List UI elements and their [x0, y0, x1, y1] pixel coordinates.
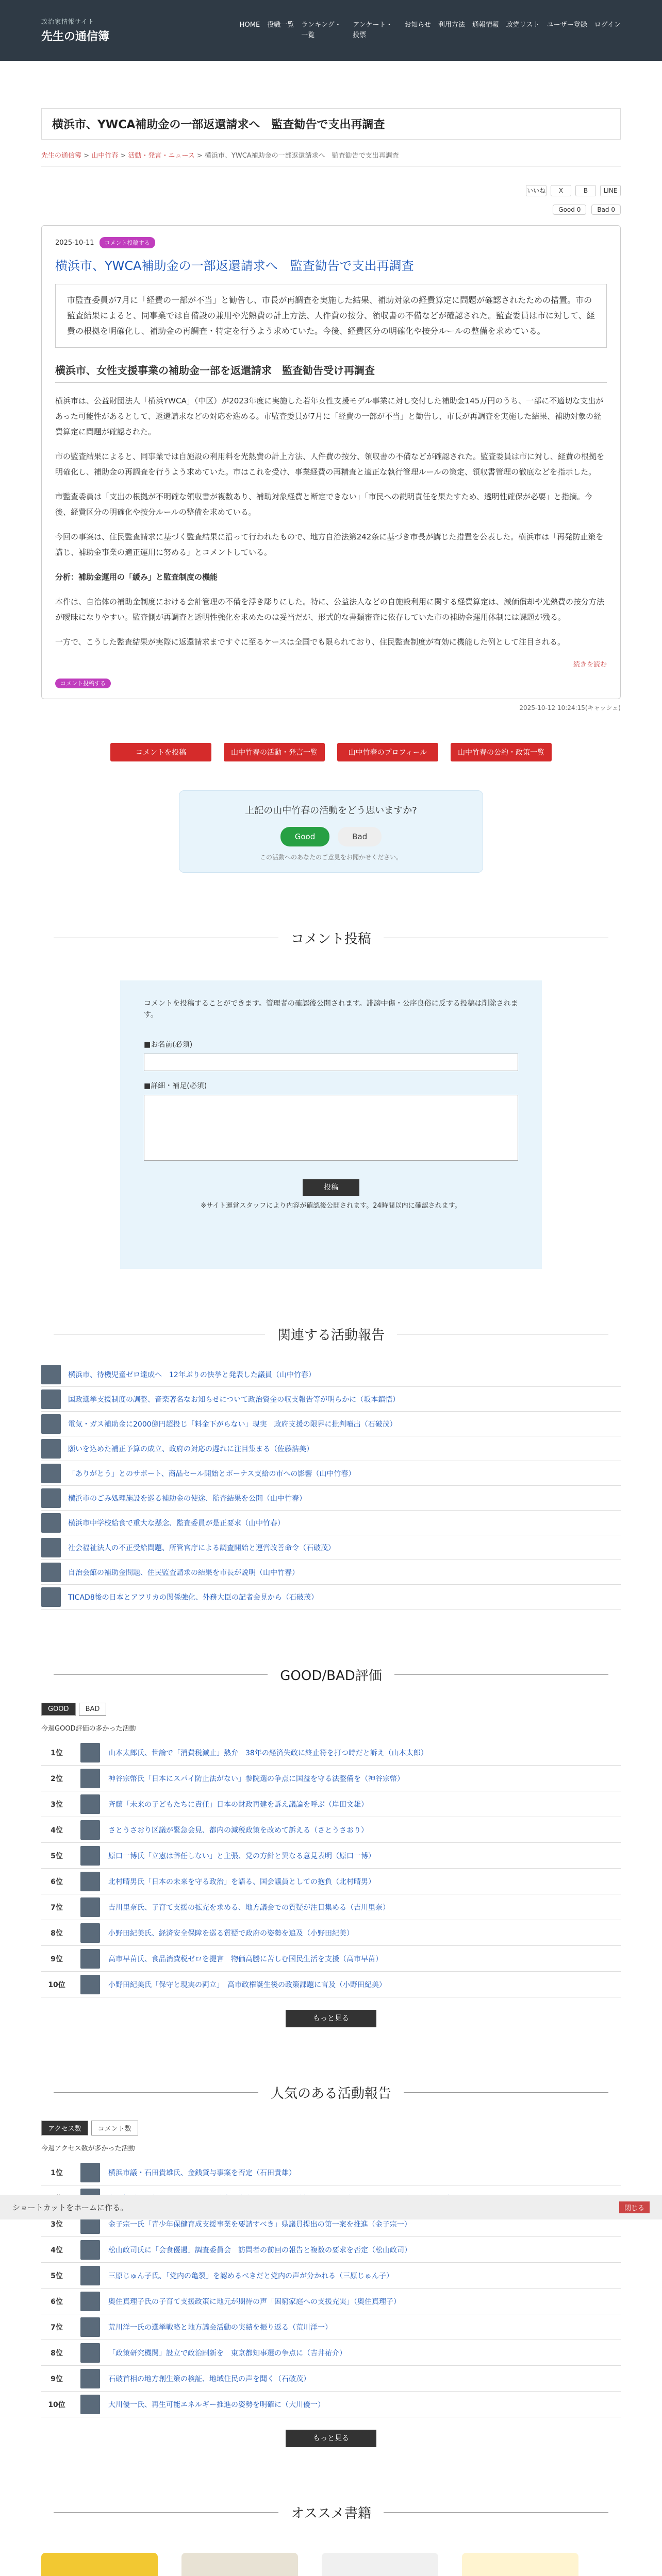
table-row[interactable] [41, 2314, 621, 2340]
rank-label: 4位 [51, 2246, 63, 2255]
avatar [80, 1846, 100, 1866]
book-cover[interactable] [181, 2553, 298, 2576]
book-list [41, 2553, 621, 2576]
table-row[interactable] [41, 2366, 621, 2392]
rank-link[interactable]: 石破首相の地方創生策の検証、地域住民の声を聞く（石破茂） [108, 2375, 310, 2383]
shortcut-banner [0, 2195, 662, 2219]
avatar [80, 1743, 100, 1762]
rank-label: 1位 [51, 1749, 63, 1757]
nav-register[interactable]: ユーザー登録 [547, 21, 587, 29]
nav-ranking[interactable]: ランキング・一覧 [301, 21, 341, 39]
goodbad-note: 今週GOOD評価の多かった活動 [41, 1725, 136, 1733]
nav-login[interactable]: ログイン [594, 21, 621, 29]
rank-link[interactable]: 吉川里奈氏、子育て支援の拡充を求める、地方議会での質疑が注目集める（吉川里奈） [108, 1903, 390, 1912]
rank-link[interactable]: 三原じゅん子氏、「党内の亀裂」を認めるべきだと党内の声が分かれる（三原じゅん子） [108, 2272, 393, 2280]
book-cover[interactable] [41, 2553, 158, 2576]
table-row[interactable] [41, 2340, 621, 2366]
list-item[interactable]: 国政選挙支援制度の調整、音楽著名なお知らせについて政治資金の収支報告等が明らかに（坂本鎮悟） [41, 1387, 621, 1412]
page-title: 横浜市、YWCA補助金の一部返還請求へ 監査勧告で支出再調査 [41, 108, 621, 140]
bad-count[interactable]: Bad 0 [591, 205, 621, 215]
rank-label: 10位 [48, 2400, 65, 2409]
nav-survey[interactable]: アンケート・投票 [353, 21, 393, 39]
vote-box [179, 790, 483, 873]
share-line-button[interactable]: LINE [600, 185, 621, 196]
list-item[interactable]: 横浜市中学校給食で重大な懸念、監査委員が是正要求（山中竹春） [41, 1511, 621, 1535]
bad-button[interactable]: Bad [338, 827, 382, 846]
rank-link[interactable]: 神谷宗幣氏「日本にスパイ防止法がない」参院選の争点に国益を守る法整備を（神谷宗幣） [108, 1774, 404, 1783]
body-label: ■詳細・補足(必須) [144, 1082, 207, 1090]
related-list [41, 1362, 621, 1609]
shortcut-text: ショートカットをホームに作る。 [12, 2202, 128, 2212]
share-hatena-button[interactable]: B [575, 185, 596, 196]
avatar [80, 2395, 100, 2414]
table-row[interactable] [41, 1894, 621, 1920]
nav-howto[interactable]: 利用方法 [438, 21, 465, 29]
nav-news[interactable]: お知らせ [404, 21, 431, 29]
tab-access[interactable]: アクセス数 [41, 2121, 88, 2136]
list-item[interactable]: 自治会館の補助金問題、住民監査請求の結果を市長が説明（山中竹春） [41, 1560, 621, 1585]
comment-tag-bottom[interactable]: コメント投稿する [55, 679, 111, 688]
popular-heading: 人気のある活動報告 [41, 2083, 621, 2102]
activity-list-button[interactable]: 山中竹春の活動・発言一覧 [224, 743, 325, 761]
avatar [80, 1794, 100, 1814]
site-logo[interactable] [41, 17, 150, 44]
table-row[interactable] [41, 2160, 621, 2185]
table-row[interactable] [41, 2237, 621, 2263]
avatar [80, 2292, 100, 2311]
article-date: 2025-10-11 [55, 239, 94, 247]
rank-label: 5位 [51, 1852, 63, 1860]
vote-question: 上記の山中竹春の活動をどう思いますか? [245, 805, 417, 816]
rank-link[interactable]: 奥住真理子氏の子育て支援政策に地元が期待の声「困窮家庭への支援充実」（奥住真理子） [108, 2297, 401, 2306]
table-row[interactable] [41, 2289, 621, 2314]
list-item[interactable]: TICAD8後の日本とアフリカの関係強化、外務大臣の記者会見から（石破茂） [41, 1585, 621, 1609]
rank-link[interactable]: 横浜市議・石田貴雄氏、金銭貸与事案を否定（石田貴雄） [108, 2168, 296, 2177]
avatar [41, 1513, 61, 1533]
rank-link[interactable]: 荒川洋一氏の選挙戦略と地方議会活動の実績を振り返る（荒川洋一） [108, 2323, 332, 2332]
analysis-title: 分析：補助金運用の「緩み」と監査制度の機能 [55, 572, 218, 582]
rank-link[interactable]: 「政策研究機関」設立で政治刷新を 東京都知事選の争点に（吉井祐介） [108, 2349, 346, 2358]
comment-note: ※サイト運営スタッフにより内容が確認後公開されます。24時間以内に確認されます。 [201, 1202, 461, 1210]
action-buttons [41, 743, 621, 761]
rank-label: 9位 [51, 2375, 63, 2383]
logo-title: 先生の通信簿 [41, 30, 110, 43]
table-row[interactable] [41, 1946, 621, 1972]
rank-label: 8位 [51, 2349, 63, 2358]
rank-label: 3位 [51, 2220, 63, 2229]
rank-link[interactable]: 山本太郎氏、世論で「消費税減止」熱弁 38年の経済失政に終止符を打つ時だと訴え（山本太郎） [108, 1749, 428, 1757]
goodbad-list [0, 1740, 662, 1997]
rank-label: 7位 [51, 2323, 63, 2332]
rank-label: 6位 [51, 2297, 63, 2306]
article-title: 横浜市、YWCA補助金の一部返還請求へ 監査勧告で支出再調査 [55, 259, 414, 273]
article-heading: 横浜市、女性支援事業の補助金一部を返還請求 監査勧告受け再調査 [55, 362, 607, 383]
avatar [80, 2343, 100, 2363]
rank-label: 5位 [51, 2272, 63, 2280]
table-row[interactable] [41, 1740, 621, 1766]
closing-paragraph: 一方で、こうした監査結果が実際に返還請求まですぐに至るケースは全国でも限られており、住民監査制度が有効に機能した例として注目される。 [55, 637, 565, 647]
crumb-current: 横浜市、YWCA補助金の一部返還請求へ 監査勧告で支出再調査 [204, 152, 399, 160]
rank-label: 10位 [48, 1980, 65, 1989]
comment-tag[interactable]: コメント投稿する [100, 237, 155, 248]
tab-comments[interactable]: コメント数 [91, 2121, 138, 2136]
avatar [80, 2317, 100, 2337]
rank-label: 3位 [51, 1800, 63, 1809]
popular-note: 今週アクセス数が多かった活動 [41, 2145, 135, 2153]
crumb-politician[interactable]: 山中竹春 [91, 152, 119, 160]
avatar [80, 1820, 100, 1840]
avatar [41, 1488, 61, 1508]
crumb-activities[interactable]: 活動・発言・ニュース [128, 152, 195, 160]
list-item[interactable]: 電気・ガス補助金に2000億円超投じ「料金下がらない」現実 政府支援の限界に批判噴出（石破茂） [41, 1412, 621, 1436]
avatar [80, 2266, 100, 2285]
table-row[interactable] [41, 1972, 621, 1997]
avatar [41, 1414, 61, 1434]
rank-link[interactable]: 小野田紀美氏「保守と現実の両立」 高市政権誕生後の政策課題に言及（小野田紀美） [108, 1980, 386, 1989]
rank-label: 2位 [51, 1774, 63, 1783]
read-more-link[interactable]: 続きを読む [573, 661, 607, 669]
avatar [80, 1923, 100, 1943]
books-heading: オススメ書籍 [41, 2503, 621, 2522]
rank-link[interactable]: 北村晴男氏「日本の未来を守る政治」を語る、国会議員としての抱負（北村晴男） [108, 1877, 375, 1886]
rank-label: 1位 [51, 2168, 63, 2177]
avatar [80, 2369, 100, 2388]
rank-link[interactable]: 小野田紀美氏、経済安全保障を巡る質疑で政府の姿勢を追及（小野田紀美） [108, 1929, 354, 1938]
name-label: ■お名前(必須) [144, 1041, 193, 1049]
rank-link[interactable]: 金子宗一氏「青少年保健育成支援事業を要請すべき」県議員提出の第一案を推進（金子宗一） [108, 2220, 411, 2229]
rank-link[interactable]: 高市早苗氏、食品消費税ゼロを提言 物価高騰に苦しむ国民生活を支援（高市早苗） [108, 1955, 383, 1963]
avatar [41, 1587, 61, 1607]
rank-link[interactable]: さとうさおり区議が緊急会見、都内の減税政策を改めて訴える（さとうさおり） [108, 1826, 368, 1835]
avatar [80, 1897, 100, 1917]
rank-label: 6位 [51, 1877, 63, 1886]
main-nav [240, 20, 621, 41]
list-item[interactable]: 横浜市、待機児童ゼロ達成へ 12年ぶりの快挙と発表した議員（山中竹春） [41, 1362, 621, 1387]
book-cover[interactable] [462, 2553, 578, 2576]
comment-intro: コメントを投稿することができます。管理者の確認後公開されます。誹謗中傷・公序良俗に反する投稿は削除されます。 [144, 999, 518, 1019]
crumb-home[interactable]: 先生の通信簿 [41, 152, 82, 160]
book-cover[interactable] [322, 2553, 438, 2576]
goodbad-tabs [41, 1703, 621, 1716]
avatar [41, 1389, 61, 1409]
post-comment-button[interactable]: コメントを投稿 [110, 743, 211, 761]
good-button[interactable]: Good [280, 827, 330, 846]
more-button-popular[interactable]: もっと見る [286, 2430, 376, 2447]
article-paragraph: 市監査委員は「支出の根拠が不明確な領収書が複数あり、補助対象経費と断定できない」「市民への説明責任を果たすため、透明性確保が必要」と指摘。今後、経費区分の明確化や按分ルールの整備を求めている。 [55, 492, 592, 517]
table-row[interactable] [41, 1791, 621, 1817]
related-heading: 関連する活動報告 [41, 1325, 621, 1344]
list-item[interactable]: 願いを込めた補正予算の成立、政府の対応の遅れに注目集まる（佐藤浩美） [41, 1436, 621, 1461]
rank-label: 7位 [51, 1903, 63, 1912]
vote-note: この活動へのあなたのご意見をお聞かせください。 [259, 854, 402, 861]
submit-button[interactable]: 投稿 [303, 1179, 359, 1196]
tab-good[interactable]: GOOD [41, 1703, 76, 1716]
pledges-button[interactable]: 山中竹春の公約・政策一覧 [451, 743, 552, 761]
avatar [41, 1563, 61, 1582]
table-row[interactable] [41, 1817, 621, 1843]
cache-timestamp: 2025-10-12 10:24:15(キャッシュ) [519, 704, 621, 711]
avatar [41, 1365, 61, 1384]
name-input[interactable] [144, 1054, 518, 1071]
close-button[interactable]: 閉じる [619, 2201, 650, 2213]
tab-bad[interactable]: BAD [79, 1703, 107, 1716]
rank-label: 9位 [51, 1955, 63, 1963]
share-buttons [41, 185, 621, 196]
rank-link[interactable]: 大川優一氏、再生可能エネルギー推進の姿勢を明確に（大川優一） [108, 2400, 325, 2409]
table-row[interactable] [41, 1766, 621, 1791]
avatar [80, 1949, 100, 1969]
avatar [80, 1872, 100, 1891]
popular-tabs [41, 2121, 621, 2136]
breadcrumb: 先生の通信簿 > 山中竹春 > 活動・発言・ニュース > 横浜市、YWCA補助金の一部返還請求へ 監査勧告で支出再調査 [41, 150, 621, 166]
table-row[interactable] [41, 2263, 621, 2289]
avatar [80, 2240, 100, 2260]
article-paragraph: 市の監査結果によると、同事業では自施設の利用料を光熱費の計上方法、人件費の按分、領収書の不備などが確認された。監査委員は市に対し、経費の根拠を明確化し、補助金の再調査を行うよう求めていた。市はこれを受け、事業経費の再精査と適正な執行管理ルールの策定、領収書管理の徹底などを指示した。 [55, 452, 605, 477]
comment-section-heading: コメント投稿 [41, 928, 621, 947]
more-button[interactable]: もっと見る [286, 2010, 376, 2027]
vote-counts [41, 205, 621, 215]
avatar [80, 1769, 100, 1788]
avatar [80, 1975, 100, 1994]
rank-label: 8位 [51, 1929, 63, 1938]
list-item[interactable]: 横浜市のごみ処理施設を巡る補助金の使途、監査結果を公開（山中竹春） [41, 1486, 621, 1511]
logo-subtitle: 政治家情報サイト [41, 18, 95, 25]
analysis-body: 本件は、自治体の補助金制度における会計管理の不備を浮き彫りにした。特に、公益法人などの自施設利用に関する経費算定は、減価償却や光熱費の按分方法が曖昧になりやすい。監査側が再調査と透明性強化を求めたのは妥当だが、形式的な書類審査に依存していた市の補助金運用体制には課題が残る。 [55, 597, 605, 622]
article-meta [55, 237, 607, 248]
nav-parties[interactable]: 政党リスト [506, 21, 540, 29]
rank-link[interactable]: 原口一博氏「立憲は辞任しない」と主張、党の方針と異なる意見表明（原口一博） [108, 1852, 375, 1860]
body-textarea[interactable] [144, 1095, 518, 1161]
article-paragraph: 今回の事案は、住民監査請求に基づく監査結果に沿って行われたもので、地方自治法第242条に基づき市長が講じた措置を公表した。横浜市は「再発防止策を講じ、補助金事業の適正運用に努める」とコメントしている。 [55, 532, 604, 557]
avatar [41, 1439, 61, 1459]
table-row[interactable] [41, 2392, 621, 2417]
table-row[interactable] [41, 1869, 621, 1894]
avatar [41, 1538, 61, 1557]
nav-reports[interactable]: 通報情報 [472, 21, 499, 29]
goodbad-heading: GOOD/BAD評価 [41, 1665, 621, 1684]
rank-link[interactable]: 斉藤「未来の子どもたちに責任」日本の財政再建を訴え議論を呼ぶ（岸田文雄） [108, 1800, 368, 1809]
nav-roles[interactable]: 役職一覧 [267, 21, 294, 29]
good-count[interactable]: Good 0 [553, 205, 586, 215]
comment-form [120, 980, 542, 1269]
table-row[interactable] [41, 1843, 621, 1869]
article-paragraph: 横浜市は、公益財団法人「横浜YWCA」（中区）が2023年度に実施した若年女性支援モデル事業に対し交付した補助金145万円のうち、一部に不適切な支出があった可能性があるとして、返還請求などの対応を進める。市監査委員が7月に「経費の一部が不当」と勧告し、市長が再調査を実施した結果、補助対象の経費算定に問題が確認された。 [55, 396, 604, 436]
nav-home[interactable]: HOME [239, 21, 260, 29]
list-item[interactable]: 「ありがとう」とのサポート、商品セール開始とボーナス支給の市への影響（山中竹春） [41, 1461, 621, 1486]
list-item[interactable]: 社会福祉法人の不正受給問題、所管官庁による調査開始と運営改善命令（石破茂） [41, 1535, 621, 1560]
rank-link[interactable]: 松山政司氏に「会食優遇」調査委員会 訪問者の前回の報告と複数の要求を否定（松山政司） [108, 2246, 411, 2255]
share-like-button[interactable]: いいね [526, 185, 547, 196]
avatar [80, 2163, 100, 2182]
table-row[interactable] [41, 1920, 621, 1946]
avatar [41, 1464, 61, 1483]
profile-button[interactable]: 山中竹春のプロフィール [337, 743, 438, 761]
article [41, 225, 621, 699]
article-summary: 市監査委員が7月に「経費の一部が不当」と勧告し、市長が再調査を実施した結果、補助対象の経費算定に問題が確認されたための措置。市の監査結果によると、同事業では自備設の兼用や光熱費の計上方法、人件費の按分、領収書の不備などが確認された。監査委員は市に対して、経費の根拠を明確化し、補助金の再調査・特定を行うよう求めていた。今後、経費区分の明確化や按分ルールの整備を求めている。 [55, 284, 607, 348]
site-header [0, 0, 662, 61]
share-x-button[interactable]: X [551, 185, 571, 196]
rank-label: 4位 [51, 1826, 63, 1835]
